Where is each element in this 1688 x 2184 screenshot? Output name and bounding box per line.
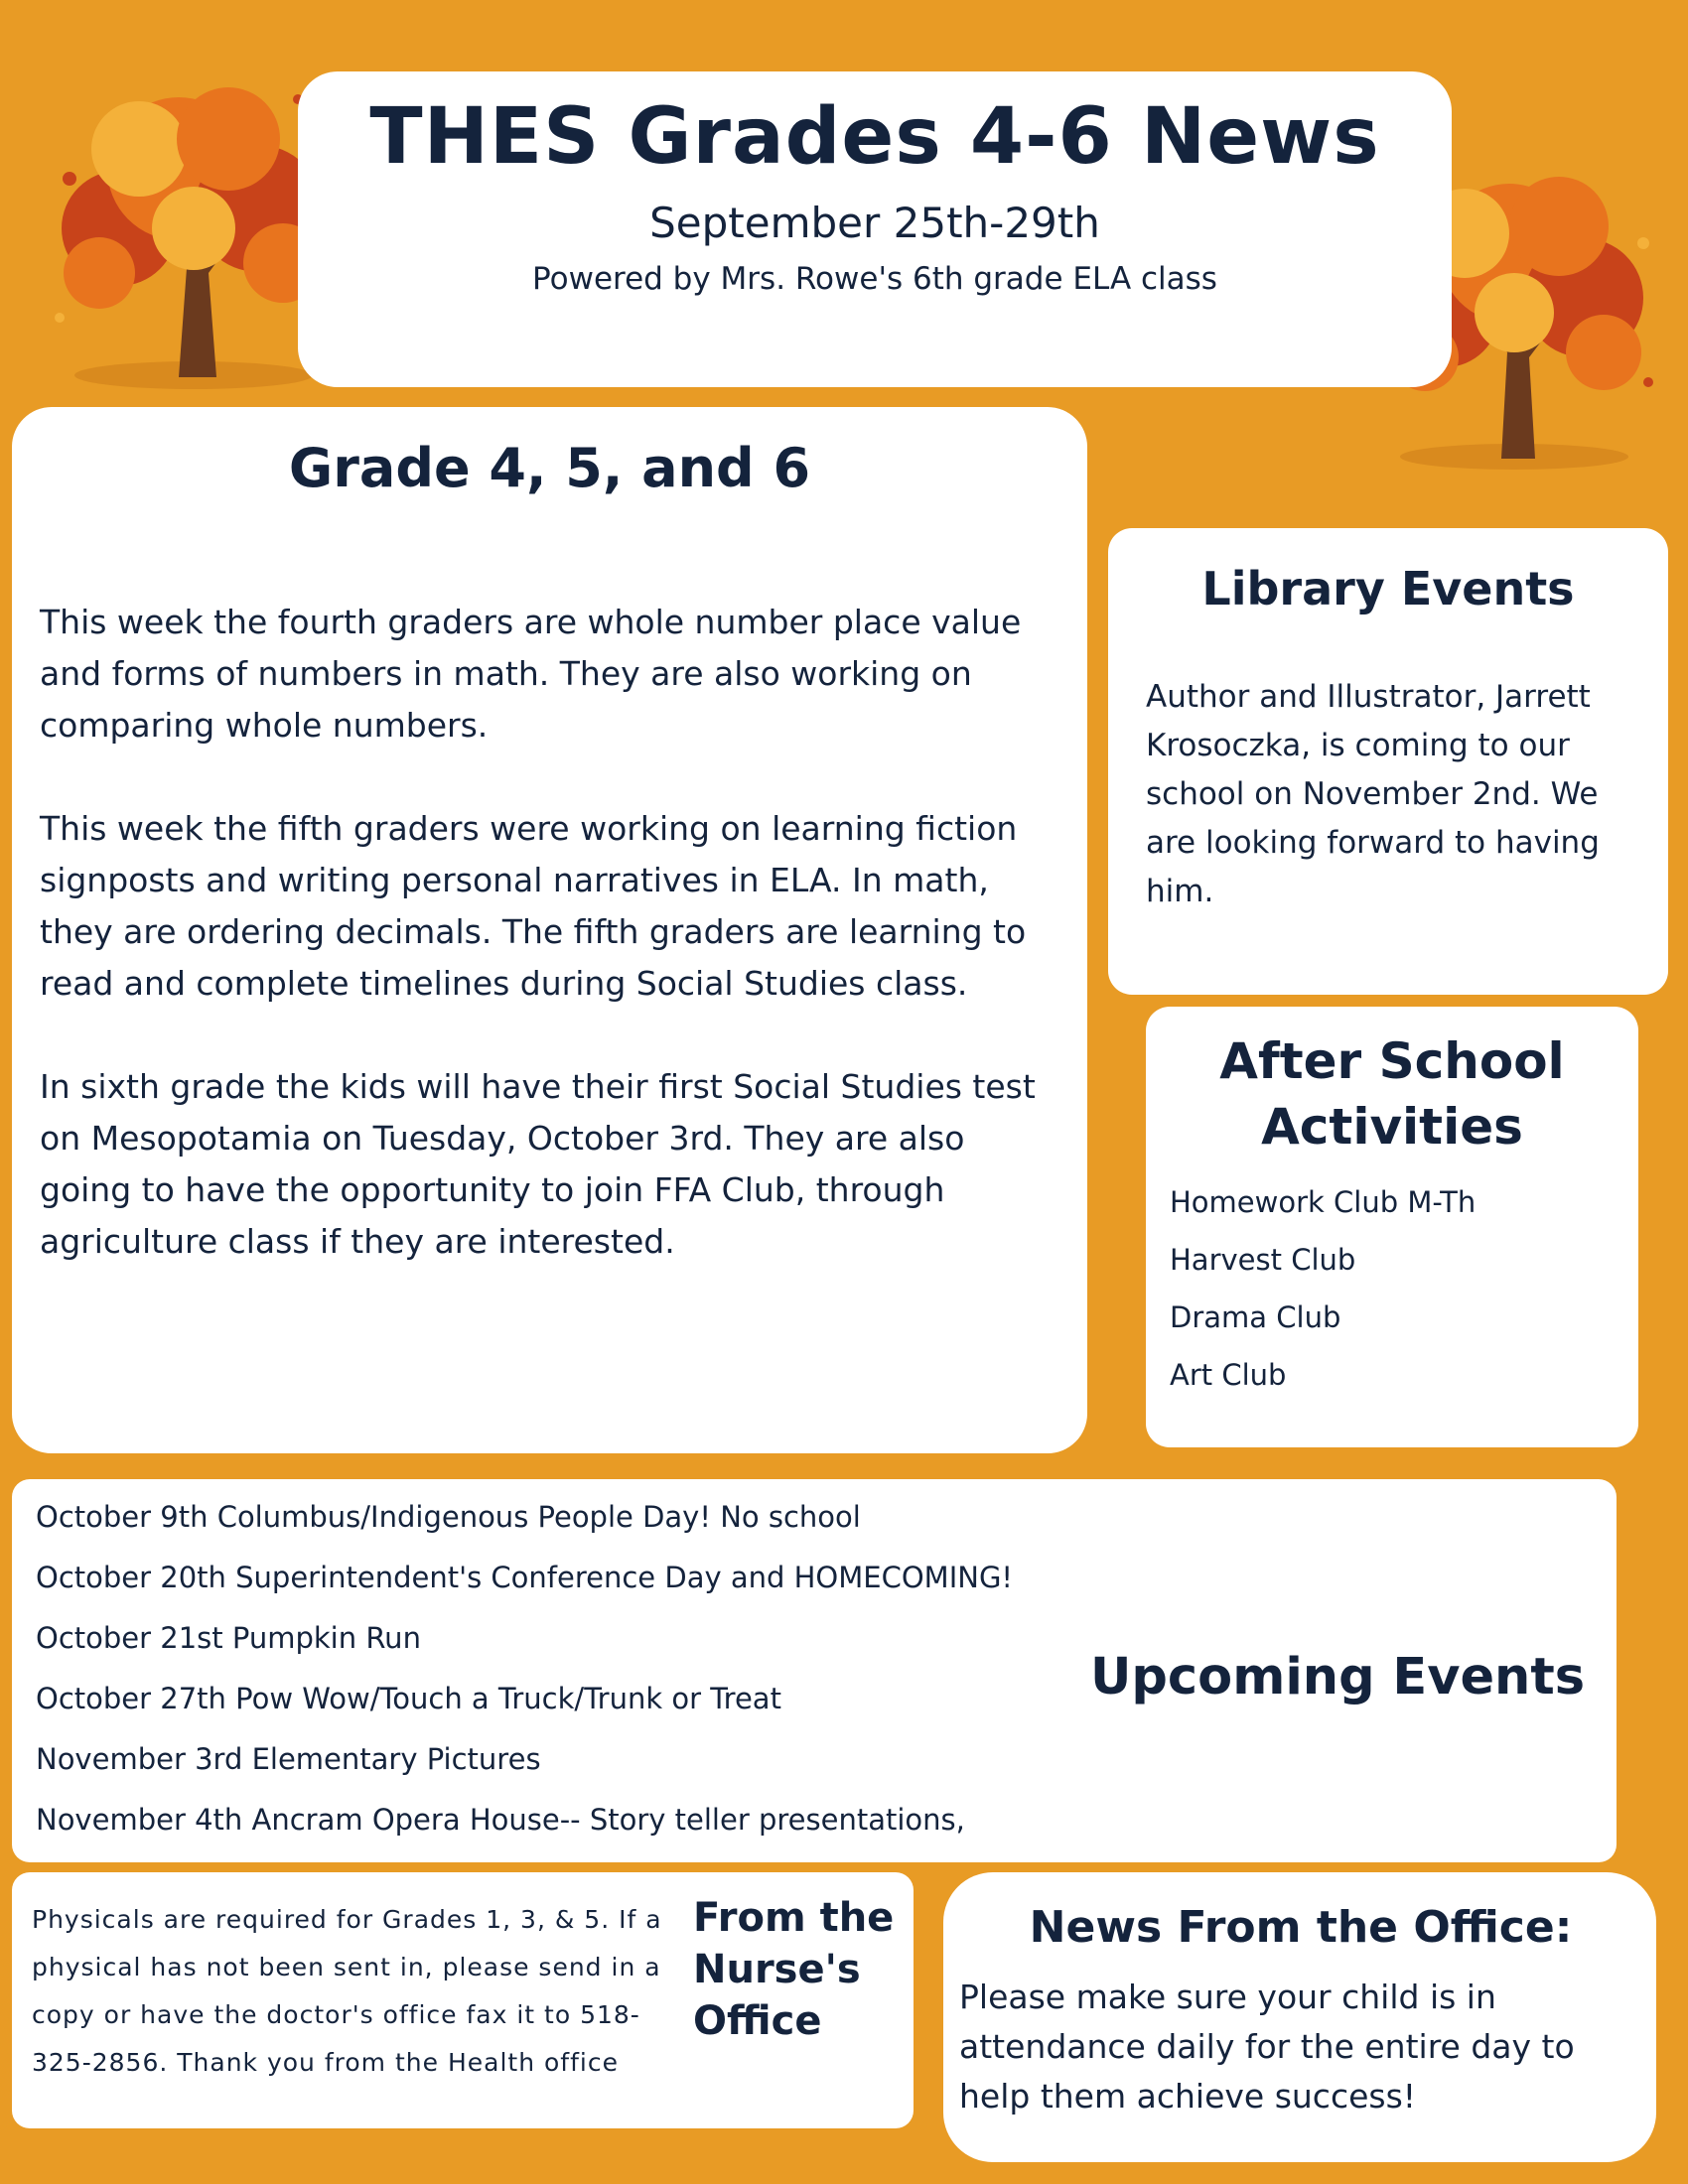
list-item: Homework Club M-Th bbox=[1170, 1185, 1477, 1219]
after-school-list bbox=[1170, 1173, 1615, 1404]
list-item: October 9th Columbus/Indigenous People Day! No school bbox=[36, 1500, 861, 1534]
list-item: October 20th Superintendent's Conference Day and HOMECOMING! bbox=[36, 1561, 1014, 1594]
library-events-heading: Library Events bbox=[1201, 562, 1575, 615]
newsletter-title: THES Grades 4-6 News bbox=[369, 92, 1380, 182]
list-item: Drama Club bbox=[1170, 1300, 1341, 1334]
list-item: October 21st Pumpkin Run bbox=[36, 1621, 421, 1655]
list-item: November 4th Ancram Opera House-- Story teller presentations, bbox=[36, 1803, 965, 1837]
upcoming-events-section bbox=[12, 1479, 1617, 1862]
list-item: November 3rd Elementary Pictures bbox=[36, 1742, 541, 1776]
newsletter-powered-by: Powered by Mrs. Rowe's 6th grade ELA class bbox=[532, 260, 1217, 297]
newsletter-dates: September 25th-29th bbox=[649, 198, 1100, 247]
grade-5-paragraph: This week the fifth graders were working on learning fiction signposts and writing personal narratives in ELA. In math, they are ordering decimals. The fifth graders are learning to read and complete timelines during Social Studies class. bbox=[40, 809, 1027, 1003]
grade-4-paragraph: This week the fourth graders are whole number place value and forms of numbers in math. They are also working on comparing whole numbers. bbox=[40, 603, 1022, 745]
library-events-section bbox=[1108, 528, 1668, 995]
upcoming-events-list bbox=[36, 1487, 1068, 1850]
after-school-section bbox=[1146, 1007, 1638, 1447]
after-school-heading: After School Activities bbox=[1219, 1032, 1565, 1156]
office-news-text: Please make sure your child is in attendance daily for the entire day to help them achieve success! bbox=[959, 1978, 1575, 2116]
nurse-office-heading: From the Nurse's Office bbox=[693, 1895, 895, 2044]
office-news-section bbox=[943, 1872, 1656, 2162]
nurse-office-text: Physicals are required for Grades 1, 3, & 5. If a physical has not been sent in, please send in a copy or have the doctor's office fax it to 518-325-2856. Thank you from the Health office bbox=[32, 1905, 662, 2077]
upcoming-events-heading: Upcoming Events bbox=[1090, 1648, 1586, 1706]
office-news-heading: News From the Office: bbox=[1029, 1902, 1573, 1953]
library-events-text: Author and Illustrator, Jarrett Krosoczka, is coming to our school on November 2nd. We are looking forward to having him. bbox=[1146, 679, 1600, 909]
newsletter-header bbox=[298, 71, 1452, 387]
list-item: October 27th Pow Wow/Touch a Truck/Trunk or Treat bbox=[36, 1682, 781, 1715]
grades-section bbox=[12, 407, 1087, 1453]
list-item: Harvest Club bbox=[1170, 1243, 1356, 1277]
grade-6-paragraph: In sixth grade the kids will have their first Social Studies test on Mesopotamia on Tuesday, October 3rd. They are also going to have the opportunity to join FFA Club, through agriculture class if they are interested. bbox=[40, 1067, 1036, 1261]
list-item: Art Club bbox=[1170, 1358, 1287, 1392]
nurse-office-section bbox=[12, 1872, 914, 2128]
grades-heading: Grade 4, 5, and 6 bbox=[288, 437, 811, 499]
